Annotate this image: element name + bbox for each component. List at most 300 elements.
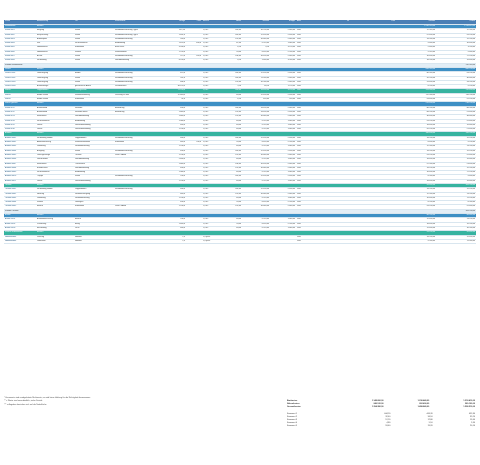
table-cell[interactable]: 10.440,00 (242, 153, 270, 157)
table-cell[interactable]: Zusatz 0004 (4, 85, 36, 89)
table-cell[interactable]: 6,20 (220, 98, 242, 102)
table-cell[interactable]: Konto 0014 (4, 119, 36, 123)
table-cell[interactable]: 2.890,00 (270, 93, 296, 97)
table-cell[interactable]: 9.100,00 (436, 85, 476, 89)
table-cell[interactable]: Konto 0016 (4, 128, 36, 132)
table-cell[interactable]: 18.400,00 (396, 179, 436, 183)
column-header[interactable]: Ort (74, 20, 114, 25)
table-cell[interactable]: 164,00 (220, 29, 242, 33)
table-cell[interactable]: Plan (296, 106, 318, 110)
table-cell[interactable]: Plan (296, 110, 318, 114)
table-cell[interactable]: 12.450,00 (242, 149, 270, 153)
table-cell[interactable]: 25.600,00 (436, 119, 476, 123)
table-cell[interactable]: 2.640,00 (270, 192, 296, 196)
table-cell[interactable]: 1.842,0 (164, 33, 186, 37)
table-cell[interactable]: 9.210,00 (242, 42, 270, 46)
table-cell[interactable]: 31.400,00 (396, 80, 436, 84)
table-cell[interactable]: 43.100,00 (436, 72, 476, 76)
table-cell[interactable]: Sanitär (74, 50, 114, 54)
table-cell[interactable]: Leitungen (74, 201, 114, 205)
table-cell[interactable]: 2.890,00 (270, 188, 296, 192)
table-cell[interactable]: 24.100,00 (436, 33, 476, 37)
table-cell[interactable]: 118.200,00 (436, 93, 476, 97)
table-cell[interactable]: 1.864,0 (164, 110, 186, 114)
table-cell[interactable]: 8,20 (220, 59, 242, 63)
table-cell[interactable]: 33.200,00 (436, 80, 476, 84)
table-cell[interactable]: Raumklasse (4, 25, 36, 29)
table-cell[interactable]: 9.800,00 (396, 42, 436, 46)
table-cell[interactable]: 1,0 m² (202, 141, 220, 145)
table-cell[interactable]: Verbindung (36, 59, 74, 63)
table-cell[interactable]: 1.318.410,00 (436, 25, 476, 29)
table-cell[interactable]: 5.800,00 (436, 50, 476, 54)
table-cell[interactable]: 1,0 m² (202, 110, 220, 114)
table-cell[interactable]: Lieferzugang (36, 72, 74, 76)
table-cell[interactable]: 35.200,00 (396, 76, 436, 80)
table-cell[interactable]: 124,00 (220, 192, 242, 196)
table-cell[interactable]: Boden Raum (36, 98, 74, 102)
table-cell[interactable]: 1.840,00 (270, 145, 296, 149)
table-cell[interactable]: Ausbau 0010 (4, 175, 36, 179)
table-cell[interactable]: 1,0 m² (202, 59, 220, 63)
table-cell[interactable]: Trockenbau (74, 162, 114, 166)
table-cell[interactable]: 1.240,0 (164, 179, 186, 183)
table-cell[interactable]: Raum (74, 76, 114, 80)
table-cell[interactable]: 425,0 (164, 72, 186, 76)
table-cell[interactable]: 9.210,00 (242, 179, 270, 183)
table-cell[interactable]: 240,0 (186, 141, 202, 145)
table-cell[interactable]: 41,00 (220, 42, 242, 46)
table-cell[interactable]: Ausbau 0011 (4, 179, 36, 183)
table-cell[interactable]: Plan (296, 55, 318, 59)
table-cell[interactable]: 104.200,00 (436, 209, 476, 213)
table-cell[interactable]: 15.100,00 (436, 149, 476, 153)
table-cell[interactable]: Fläche (4, 98, 36, 102)
table-cell[interactable]: 238.100,00 (436, 102, 476, 106)
table-cell[interactable]: Raum (74, 80, 114, 84)
table-cell[interactable]: 1.840,00 (270, 123, 296, 127)
table-cell[interactable]: 84,00 (220, 128, 242, 132)
table-cell[interactable]: 17.100,00 (436, 55, 476, 59)
table-cell[interactable]: 282,0 (164, 76, 186, 80)
table-cell[interactable]: 1,0 m² (202, 42, 220, 46)
table-cell[interactable]: 1.760,0 (164, 50, 186, 54)
table-cell[interactable]: 1,0 m² (202, 145, 220, 149)
table-cell[interactable]: 1.840,00 (270, 158, 296, 162)
table-cell[interactable]: 284,0 (164, 37, 186, 41)
table-cell[interactable]: 48.800,00 (436, 214, 476, 218)
table-cell[interactable]: 51.400,00 (436, 110, 476, 114)
table-cell[interactable]: Brandschutz (36, 166, 74, 170)
table-cell[interactable]: 1.240,0 (164, 153, 186, 157)
table-cell[interactable]: 24.100,00 (396, 205, 436, 209)
table-cell[interactable]: 6,20 (220, 46, 242, 50)
table-cell[interactable]: 1,0 m² (202, 128, 220, 132)
table-cell[interactable]: 890,0 (164, 123, 186, 127)
table-cell[interactable]: Bodenbelag (74, 171, 114, 175)
table-cell[interactable]: 1,0 m² (202, 89, 220, 93)
table-cell[interactable]: 8.244,0 (164, 59, 186, 63)
table-cell[interactable]: 640,0 (164, 166, 186, 170)
table-cell[interactable]: Basis Kern (114, 46, 164, 50)
table-cell[interactable]: Bekleidung (114, 110, 164, 114)
table-cell[interactable]: 164,00 (220, 149, 242, 153)
table-cell[interactable]: Wandbekleidung (114, 59, 164, 63)
table-cell[interactable]: 9.210,00 (242, 119, 270, 123)
table-cell[interactable]: 8.200,00 (396, 201, 436, 205)
table-cell[interactable]: Plan (296, 98, 318, 102)
table-cell[interactable]: 54,00 (220, 50, 242, 54)
table-cell[interactable]: Bodenbelag (114, 42, 164, 46)
table-cell[interactable]: 12.400,00 (396, 218, 436, 222)
table-cell[interactable]: 2.330,00 (270, 50, 296, 54)
table-cell[interactable]: 240,0 (164, 218, 186, 222)
table-cell[interactable]: 4.420,00 (242, 222, 270, 226)
table-cell[interactable]: 240,0 (164, 175, 186, 179)
table-cell[interactable]: 25.600,00 (436, 205, 476, 209)
table-cell[interactable]: 15.200,00 (436, 37, 476, 41)
table-cell[interactable]: Treppe (36, 175, 74, 179)
column-header[interactable]: Konto (4, 20, 36, 25)
table-cell[interactable]: 11.100,00 (436, 196, 476, 200)
table-cell[interactable]: Deckenbekleidung (74, 128, 114, 132)
table-cell[interactable]: Zusatz 0001 (4, 72, 36, 76)
table-cell[interactable]: 1,0 m² (202, 205, 220, 209)
table-cell[interactable]: 2.640,00 (270, 205, 296, 209)
column-header[interactable]: Bezeichnung (36, 20, 74, 25)
table-cell[interactable]: 26.400,00 (436, 231, 476, 235)
table-cell[interactable]: Summe Raumklasse (4, 63, 36, 67)
table-cell[interactable]: 10.440,00 (242, 166, 270, 170)
table-cell[interactable]: 1,0 m² (202, 166, 220, 170)
table-cell[interactable]: 3.120,00 (270, 46, 296, 50)
table-cell[interactable]: Wand Boden (36, 158, 74, 162)
table-cell[interactable]: Installation (74, 46, 114, 50)
table-cell[interactable]: Heizung (36, 192, 74, 196)
table-cell[interactable]: 84,00 (220, 171, 242, 175)
table-cell[interactable]: 84,00 (220, 123, 242, 127)
table-cell[interactable]: 22.300,00 (396, 162, 436, 166)
table-cell[interactable]: Konto 0004 (4, 42, 36, 46)
table-cell[interactable]: Sanitäreinbau (114, 50, 164, 54)
table-cell[interactable]: Zusatz (4, 67, 36, 71)
column-header[interactable]: Faktor (436, 20, 476, 25)
table-cell[interactable]: Plan (296, 179, 318, 183)
table-cell[interactable]: Plan (296, 85, 318, 89)
table-cell[interactable]: 164,00 (220, 188, 242, 192)
table-cell[interactable]: 14.200,00 (396, 235, 436, 239)
table-cell[interactable]: Zuluft / Abluft (114, 153, 164, 157)
table-cell[interactable]: 2.440,00 (270, 29, 296, 33)
table-cell[interactable]: 1.830,00 (242, 59, 270, 63)
table-cell[interactable]: 1,0 m² (202, 115, 220, 119)
table-cell[interactable]: 124,00 (220, 80, 242, 84)
table-cell[interactable]: Ausbau (4, 132, 36, 136)
table-cell[interactable]: Standardausstattung (114, 188, 164, 192)
table-cell[interactable]: 132.400,00 (436, 89, 476, 93)
table-cell[interactable]: 5.320,00 (396, 50, 436, 54)
table-cell[interactable]: 1.840,00 (270, 42, 296, 46)
table-cell[interactable]: Raumausstattung (74, 93, 114, 97)
table-cell[interactable]: 1.860,0 (164, 162, 186, 166)
table-cell[interactable]: 11.000,00 (436, 239, 476, 243)
table-cell[interactable]: 1,0 m² (202, 226, 220, 230)
table-cell[interactable]: 4.420,00 (242, 141, 270, 145)
table-cell[interactable]: Arbeitsplatz (36, 37, 74, 41)
table-cell[interactable]: 124,00 (220, 115, 242, 119)
table-cell[interactable]: Außenbeleuchtung (36, 218, 74, 222)
table-cell[interactable]: 2.640,00 (270, 153, 296, 157)
table-cell[interactable]: 10.450,00 (242, 55, 270, 59)
table-cell[interactable]: 1,0 m² (202, 55, 220, 59)
table-cell[interactable]: 2.330,00 (270, 201, 296, 205)
table-cell[interactable]: Plan (296, 115, 318, 119)
table-cell[interactable]: 1.240,0 (164, 145, 186, 149)
table-cell[interactable]: 3,20 (220, 85, 242, 89)
table-cell[interactable]: Nebenfläche (36, 50, 74, 54)
table-cell[interactable]: 460,0 (164, 192, 186, 196)
table-cell[interactable]: Plan (296, 93, 318, 97)
table-cell[interactable]: Doppelboden (74, 188, 114, 192)
table-cell[interactable]: 98.400,00 (396, 183, 436, 187)
table-cell[interactable]: 2.640,00 (270, 166, 296, 170)
table-cell[interactable]: Plan (296, 29, 318, 33)
table-cell[interactable]: 440,0 (164, 106, 186, 110)
table-cell[interactable]: 40.330,00 (396, 72, 436, 76)
table-cell[interactable]: 1.240,0 (164, 196, 186, 200)
table-cell[interactable]: 124,00 (220, 205, 242, 209)
table-cell[interactable]: Technik 0001 (4, 188, 36, 192)
table-cell[interactable]: Standardausstattung (114, 76, 164, 80)
table-cell[interactable]: Ausbau 0004 (4, 149, 36, 153)
table-cell[interactable]: 2.890,00 (270, 33, 296, 37)
table-cell[interactable]: Plan (296, 119, 318, 123)
column-header[interactable]: Einheit (202, 20, 220, 25)
table-cell[interactable]: Bereich (36, 231, 74, 235)
table-cell[interactable] (114, 239, 164, 243)
table-cell[interactable]: 3.120,00 (270, 89, 296, 93)
table-cell[interactable]: 1,0 m² (202, 50, 220, 54)
table-cell[interactable]: 1,0 m² (202, 201, 220, 205)
table-cell[interactable]: Raum (74, 59, 114, 63)
table-cell[interactable]: 104.200,00 (436, 183, 476, 187)
table-cell[interactable]: Innenwand (36, 115, 74, 119)
table-cell[interactable]: 1,0 m² (202, 188, 220, 192)
table-cell[interactable]: Wandbekleidung (74, 115, 114, 119)
table-cell[interactable]: Technik 0005 (4, 205, 36, 209)
table-cell[interactable]: Nebenkosten (4, 239, 36, 243)
table-cell[interactable]: Plan (296, 128, 318, 132)
column-header[interactable]: Anteil (220, 20, 242, 25)
table-cell[interactable]: Wandbekleidung (74, 166, 114, 170)
table-cell[interactable]: 2.440,00 (270, 162, 296, 166)
table-cell[interactable]: 10.400,00 (396, 196, 436, 200)
table-cell[interactable]: Plan (296, 50, 318, 54)
column-header[interactable]: Preis (186, 20, 202, 25)
table-cell[interactable]: Plan (296, 175, 318, 179)
table-cell[interactable]: 10.440,00 (242, 192, 270, 196)
table-cell[interactable]: Außenwand (36, 110, 74, 114)
table-cell[interactable]: Zuschlag 60 Std. (114, 93, 164, 97)
table-cell[interactable]: 3.340,0 (164, 46, 186, 50)
table-cell[interactable]: 16.400,00 (396, 171, 436, 175)
table-cell[interactable]: 15.400,00 (396, 226, 436, 230)
table-cell[interactable]: 196.200,00 (436, 132, 476, 136)
table-cell[interactable]: Plan (296, 149, 318, 153)
table-cell[interactable]: 14.450,00 (242, 110, 270, 114)
table-cell[interactable]: Wandbekleidung (74, 158, 114, 162)
table-cell[interactable]: 132.240,00 (436, 63, 476, 67)
table-cell[interactable]: 1.840,00 (270, 196, 296, 200)
table-cell[interactable]: 1.840,00 (270, 218, 296, 222)
table-cell[interactable]: 9.100,00 (436, 141, 476, 145)
column-header[interactable]: Summe (242, 20, 270, 25)
table-cell[interactable]: Plan (296, 188, 318, 192)
table-cell[interactable]: 84,00 (220, 226, 242, 230)
table-cell[interactable]: Sanitärinstallation (74, 141, 114, 145)
table-cell[interactable] (242, 239, 270, 243)
table-cell[interactable]: 2.440,00 (270, 106, 296, 110)
table-cell[interactable]: Plan (296, 171, 318, 175)
table-cell[interactable]: Konto 0006 (4, 50, 36, 54)
table-cell[interactable]: Abwasserleitung (36, 141, 74, 145)
table-cell[interactable]: 84,00 (220, 93, 242, 97)
table-cell[interactable]: 2.640,00 (270, 37, 296, 41)
table-cell[interactable]: 21.400,00 (436, 128, 476, 132)
table-cell[interactable]: 486,0 (164, 80, 186, 84)
table-cell[interactable]: 124,00 (220, 166, 242, 170)
table-cell[interactable]: Plan (296, 42, 318, 46)
table-cell[interactable]: 84,00 (220, 145, 242, 149)
table-cell[interactable]: 8.400,00 (396, 141, 436, 145)
table-cell[interactable]: Plan (296, 226, 318, 230)
table-cell[interactable]: 1.460,0 (164, 222, 186, 226)
table-cell[interactable]: 14.450,00 (242, 89, 270, 93)
table-cell[interactable]: 9.900,00 (396, 239, 436, 243)
table-cell[interactable]: 24.100,00 (396, 231, 436, 235)
table-cell[interactable]: 24.400,00 (396, 98, 436, 102)
table-cell[interactable]: Nebenkosten (4, 235, 36, 239)
table-cell[interactable]: Elektro (74, 218, 114, 222)
table-cell[interactable]: 1,0 m² (202, 136, 220, 140)
table-cell[interactable]: 14.200,00 (396, 149, 436, 153)
table-cell[interactable]: Bereich (36, 67, 74, 71)
table-cell[interactable]: 48.300,00 (436, 106, 476, 110)
table-cell[interactable]: 840,0 (164, 188, 186, 192)
table-cell[interactable]: Konto 0012 (4, 110, 36, 114)
table-cell[interactable]: 1,0 m² (202, 29, 220, 33)
table-cell[interactable]: 1,0 m² (202, 98, 220, 102)
table-cell[interactable]: 420,00 (242, 98, 270, 102)
table-cell[interactable]: Ausbau 0008 (4, 166, 36, 170)
table-cell[interactable]: 10.440,00 (242, 115, 270, 119)
table-cell[interactable]: 164,00 (220, 136, 242, 140)
table-cell[interactable]: 440,0 (186, 42, 202, 46)
table-cell[interactable]: 448.240,00 (396, 67, 436, 71)
table-cell[interactable]: Parkierung (36, 222, 74, 226)
table-cell[interactable]: 15.100,00 (436, 188, 476, 192)
table-cell[interactable]: Ausgang (36, 149, 74, 153)
table-cell[interactable]: 36.400,00 (396, 115, 436, 119)
table-cell[interactable]: Technik (4, 183, 36, 187)
table-cell[interactable]: 9.210,00 (242, 226, 270, 230)
table-cell[interactable]: 14.200,00 (396, 188, 436, 192)
table-cell[interactable]: Plan (296, 123, 318, 127)
table-cell[interactable]: 164,00 (220, 89, 242, 93)
table-cell[interactable]: 164,00 (220, 175, 242, 179)
table-cell[interactable]: Wärmedämmung (74, 196, 114, 200)
table-cell[interactable]: 320,00 (270, 98, 296, 102)
table-cell[interactable]: Raum (74, 149, 114, 153)
table-cell[interactable]: Einfriedung (36, 226, 74, 230)
table-cell[interactable]: Leitungsraum (74, 89, 114, 93)
table-cell[interactable]: 1,0 psch (202, 235, 220, 239)
table-cell[interactable]: 160,0 (186, 55, 202, 59)
table-row[interactable] (4, 239, 476, 243)
table-cell[interactable]: Verbindung Boden (36, 136, 74, 140)
table-cell[interactable]: 19.800,00 (436, 179, 476, 183)
table-cell[interactable]: Fläche (4, 89, 36, 93)
table-cell[interactable]: 13.200,00 (436, 145, 476, 149)
table-cell[interactable]: 164,00 (220, 33, 242, 37)
table-cell[interactable]: 4,20 (242, 46, 270, 50)
table-cell[interactable]: 36.800,00 (436, 76, 476, 80)
table-cell[interactable]: Konto 0011 (4, 106, 36, 110)
table-cell[interactable]: Technik (74, 153, 114, 157)
table-cell[interactable]: 215,0 (164, 55, 186, 59)
table-cell[interactable]: 1.080,0 (164, 171, 186, 175)
table-cell[interactable]: Plan (296, 80, 318, 84)
table-cell[interactable]: 46.200,00 (396, 214, 436, 218)
column-header[interactable]: Gesamt (396, 20, 436, 25)
table-cell[interactable]: Zuluft / Abluft (114, 205, 164, 209)
table-cell[interactable]: Plan (296, 239, 318, 243)
table-cell[interactable]: Plan (296, 222, 318, 226)
table-cell[interactable]: 112.000,00 (396, 93, 436, 97)
column-header[interactable]: Kostenstelle (114, 20, 164, 25)
table-cell[interactable]: Innenwand (36, 162, 74, 166)
table-cell[interactable]: 1.860,0 (164, 115, 186, 119)
table-cell[interactable]: 2.440,00 (270, 55, 296, 59)
table-cell[interactable]: Standardausstattung (114, 136, 164, 140)
table-cell[interactable]: 18.200,00 (396, 59, 436, 63)
table-cell[interactable]: 2.800,00 (396, 46, 436, 50)
table-cell[interactable]: 220.400,00 (396, 102, 436, 106)
table-cell[interactable]: Nebenfläche (36, 46, 74, 50)
table-cell[interactable]: 1,0 m² (202, 218, 220, 222)
column-header[interactable]: Menge (164, 20, 186, 25)
table-cell[interactable]: 54,00 (220, 222, 242, 226)
table-cell[interactable]: 1,0 psch (202, 239, 220, 243)
table-cell[interactable]: 104,00 (220, 162, 242, 166)
table-cell[interactable]: 25.600,00 (436, 153, 476, 157)
table-cell[interactable]: 9.210,00 (242, 145, 270, 149)
table-cell[interactable]: Flur (36, 42, 74, 46)
table-cell[interactable]: 1.240,0 (164, 205, 186, 209)
table-cell[interactable]: 2.890,00 (270, 72, 296, 76)
table-cell[interactable]: 2.440,00 (270, 76, 296, 80)
table-cell[interactable]: 124,00 (220, 110, 242, 114)
table-cell[interactable]: Plan (296, 218, 318, 222)
table-cell[interactable]: 460,0 (164, 141, 186, 145)
table-cell[interactable]: 9.210,00 (242, 218, 270, 222)
table-cell[interactable]: 13.100,00 (436, 218, 476, 222)
table-cell[interactable]: 13.200,00 (436, 192, 476, 196)
table-cell[interactable]: 1,0 m² (202, 123, 220, 127)
table-cell[interactable]: 10.440,00 (242, 205, 270, 209)
table-cell[interactable]: Technik 0004 (4, 201, 36, 205)
table-cell[interactable]: 25.100,00 (436, 98, 476, 102)
